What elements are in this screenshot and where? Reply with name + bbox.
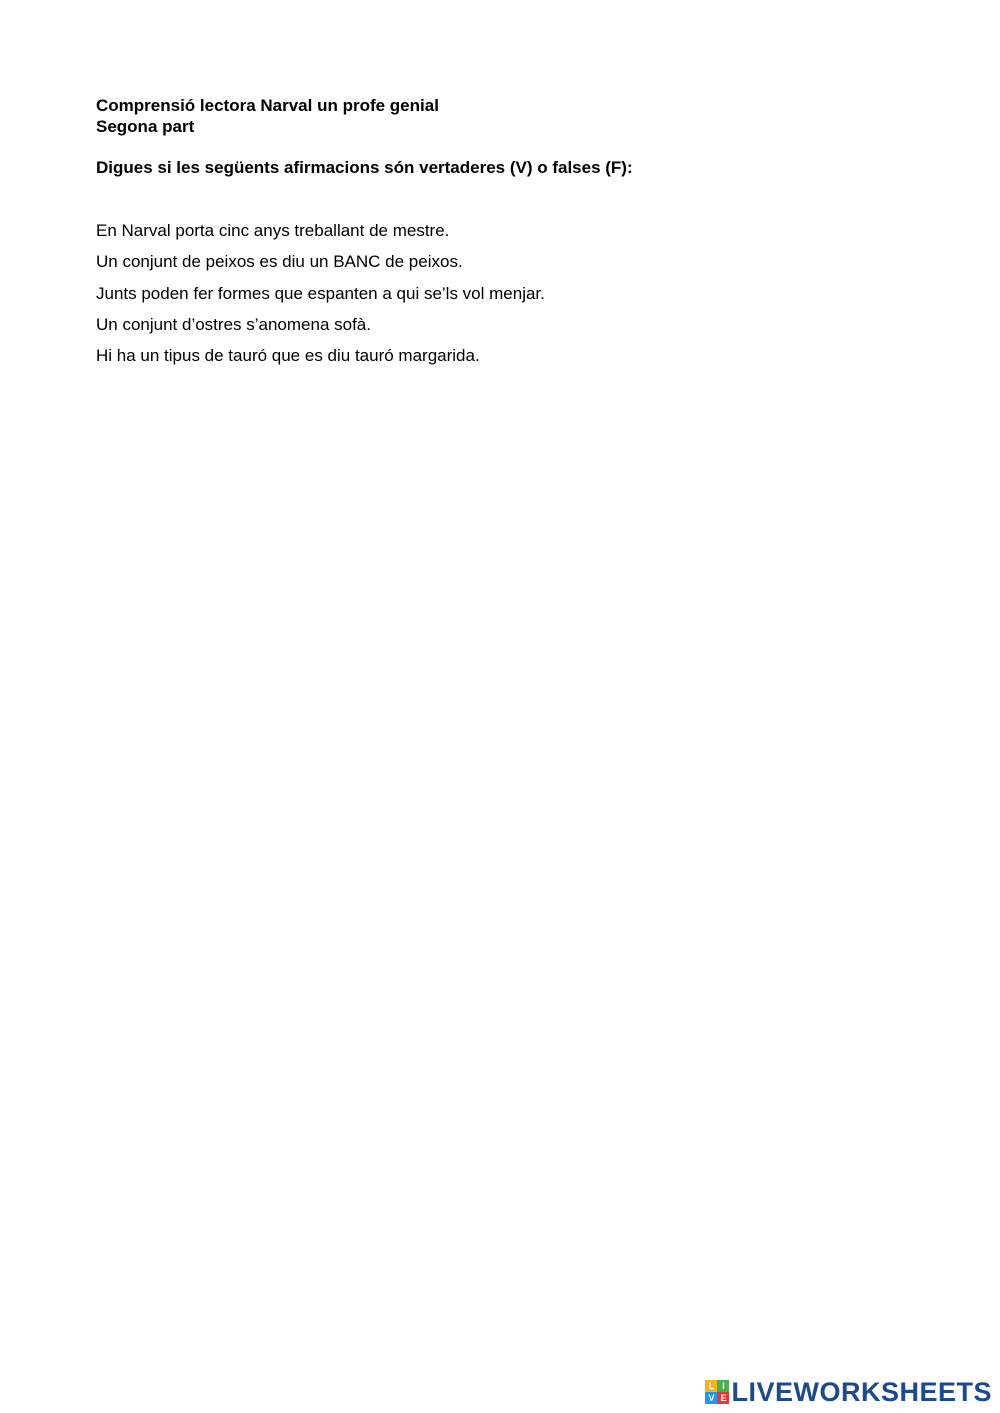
brand-name: LIVEWORKSHEETS [731, 1376, 992, 1407]
title-line-1: Comprensió lectora Narval un profe genial [96, 96, 439, 115]
logo-letter-i: I [717, 1380, 729, 1392]
logo-letter-e: E [717, 1392, 729, 1404]
instruction-text: Digues si les següents afirmacions són vertaderes (V) o falses (F): [96, 158, 633, 177]
statement-1: En Narval porta cinc anys treballant de mestre. [96, 221, 450, 240]
title-line-2: Segona part [96, 117, 195, 136]
logo-letter-l: L [705, 1380, 717, 1392]
liveworksheets-logo-icon [705, 1380, 729, 1404]
worksheet [96, 95, 916, 376]
statement-list [96, 220, 916, 376]
worksheet-title [96, 95, 916, 137]
statement-2: Un conjunt de peixos es diu un BANC de peixos. [96, 252, 463, 272]
liveworksheets-brand [705, 1377, 992, 1407]
logo-letter-v: V [705, 1392, 717, 1404]
statement-4: Un conjunt d’ostres s’anomena sofà. [96, 314, 371, 334]
statement-5: Hi ha un tipus de tauró que es diu tauró margarida. [96, 346, 480, 366]
statement-3: Junts poden fer formes que espanten a qui se’ls vol menjar. [96, 283, 545, 303]
